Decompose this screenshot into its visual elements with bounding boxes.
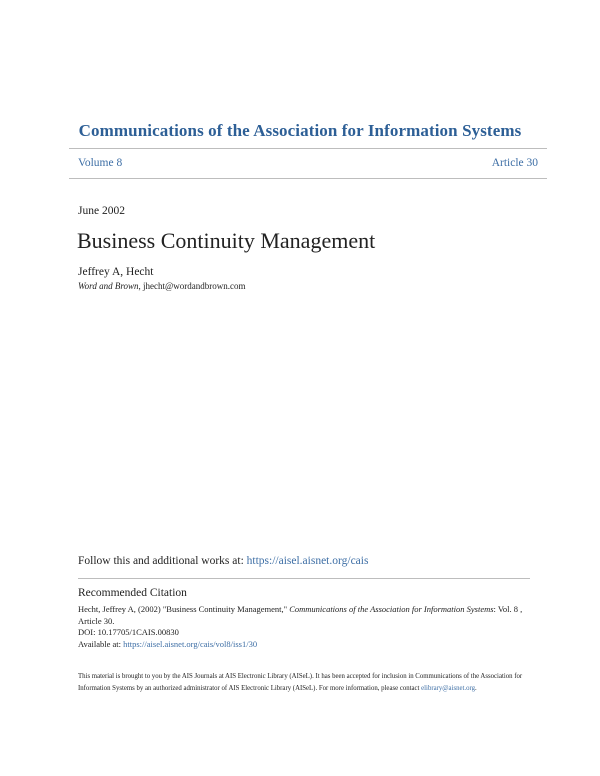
follow-link[interactable]: https://aisel.aisnet.org/cais xyxy=(246,555,369,567)
author-affiliation xyxy=(78,281,246,291)
footer-note xyxy=(78,671,533,694)
available-label: Available at: xyxy=(78,638,124,649)
footer-email-link[interactable]: elibrary@aisnet.org xyxy=(421,684,476,692)
citation-block xyxy=(78,604,533,650)
article-link[interactable]: Article 30 xyxy=(491,157,538,169)
paper-title: Business Continuity Management xyxy=(77,228,376,253)
citation-text-1: Hecht, Jeffrey A, (2002) "Business Continuity Management," xyxy=(78,604,290,614)
author-name: Jeffrey A, Hecht xyxy=(78,266,154,278)
header-divider-bottom xyxy=(69,178,547,179)
volume-link[interactable]: Volume 8 xyxy=(78,157,123,169)
publication-date: June 2002 xyxy=(78,205,125,217)
follow-text: Follow this and additional works at: xyxy=(78,555,247,567)
footer-text: This material is brought to you by the AIS Journals at AIS Electronic Library (AISeL). It has been accepted for inclusion in Communications of the Association for Information Systems by an authorized administrator of AIS Electronic Library (AISeL). For more information, please contact xyxy=(78,673,523,692)
citation-journal: Communications of the Association for Information Systems xyxy=(289,604,494,614)
affiliation-email: , jhecht@wordandbrown.com xyxy=(138,281,246,291)
affiliation-org: Word and Brown xyxy=(78,281,139,291)
header-divider-top xyxy=(69,148,547,149)
citation-doi: DOI: 10.17705/1CAIS.00830 xyxy=(78,627,179,637)
journal-title[interactable]: Communications of the Association for Information Systems xyxy=(78,121,522,140)
citation-divider xyxy=(78,578,530,579)
footer-end: . xyxy=(475,684,477,692)
citation-text-2: : Vol. 8 , Article 30. xyxy=(78,604,523,626)
available-link[interactable]: https://aisel.aisnet.org/cais/vol8/iss1/30 xyxy=(123,638,258,649)
follow-line xyxy=(78,555,368,567)
recommended-citation-heading: Recommended Citation xyxy=(78,587,187,599)
